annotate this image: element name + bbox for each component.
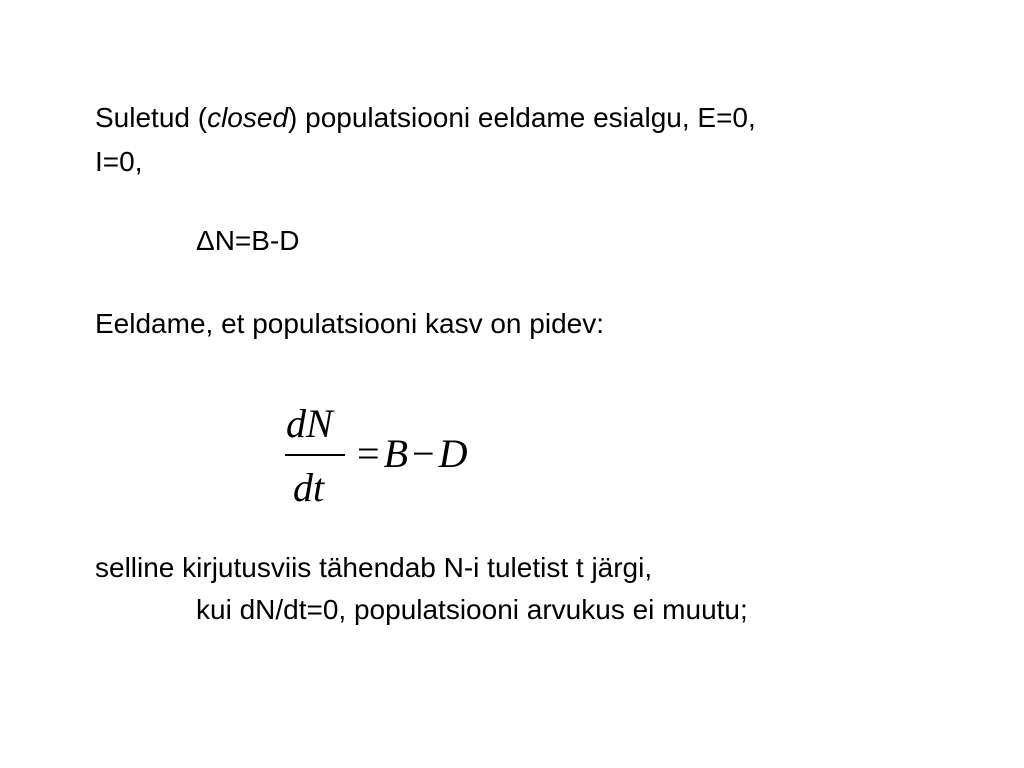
intro-text-start: Suletud ( [95, 102, 208, 133]
minus-sign: − [412, 431, 435, 476]
intro-line-continued: I=0, [95, 146, 143, 177]
equation-numerator: dN [286, 401, 333, 446]
delta-n-equation: ΔN=B-D [196, 225, 300, 256]
steady-state-note: kui dN/dt=0, populatsiooni arvukus ei muutu; [196, 594, 748, 625]
deaths-symbol: D [438, 431, 468, 476]
continuity-assumption: Eeldame, et populatsiooni kasv on pidev: [95, 308, 604, 339]
births-symbol: B [383, 431, 408, 476]
fraction-bar [285, 454, 345, 456]
equation-denominator: dt [293, 465, 325, 510]
derivative-explanation: selline kirjutusviis tähendab N-i tuletist t järgi, [95, 552, 653, 583]
derivative-equation [283, 398, 523, 518]
intro-text-end: ) populatsiooni eeldame esialgu, E=0, [288, 102, 756, 133]
equals-sign: = [357, 431, 380, 476]
closed-term: closed [207, 102, 289, 133]
intro-line [95, 101, 756, 135]
equation-right-side [353, 430, 467, 478]
